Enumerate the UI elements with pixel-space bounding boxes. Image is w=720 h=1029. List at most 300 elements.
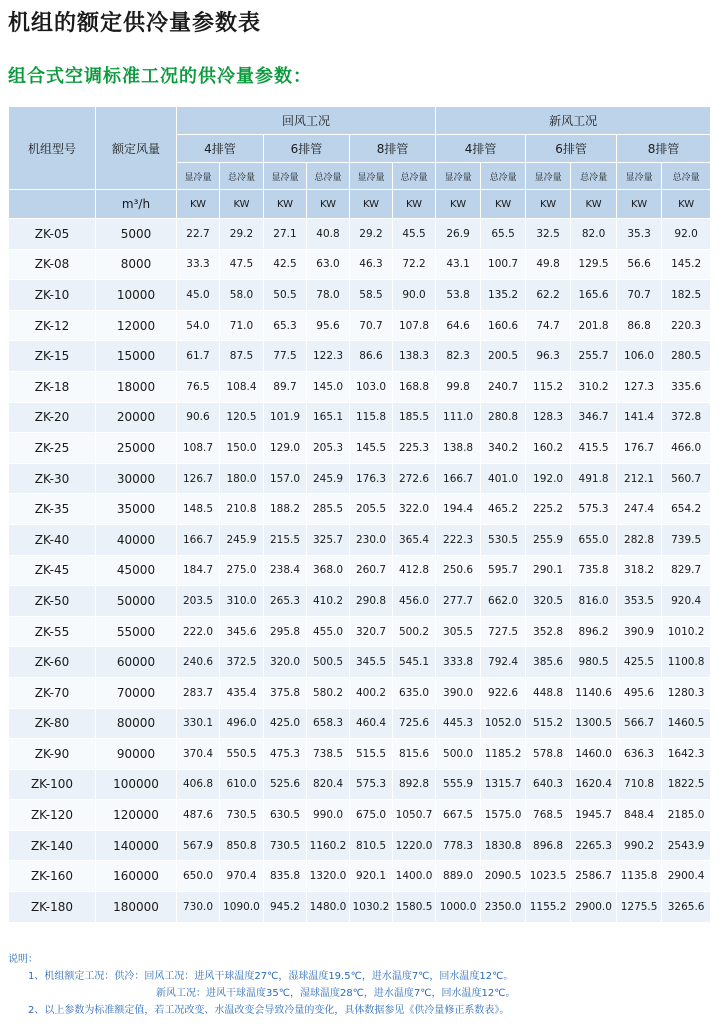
cell-capacity: 1580.5 — [393, 892, 436, 923]
cell-capacity: 74.7 — [526, 310, 571, 341]
notes — [8, 951, 712, 1019]
cell-capacity: 365.4 — [393, 524, 436, 555]
cell-capacity: 495.6 — [617, 677, 662, 708]
cell-airflow: 90000 — [96, 739, 177, 770]
cell-capacity: 425.0 — [264, 708, 307, 739]
cell-capacity: 185.5 — [393, 402, 436, 433]
cell-capacity: 53.8 — [436, 280, 481, 311]
note-line-2: 新风工况：进风干球温度35℃，湿球温度28℃，进水温度7℃，回水温度12℃。 — [156, 988, 516, 999]
cell-capacity: 3265.6 — [662, 892, 711, 923]
header-unit-kw: KW — [526, 190, 571, 219]
cell-capacity: 129.0 — [264, 433, 307, 464]
cell-capacity: 725.6 — [393, 708, 436, 739]
cell-capacity: 667.5 — [436, 800, 481, 831]
cell-capacity: 595.7 — [481, 555, 526, 586]
cell-model: ZK-30 — [9, 463, 96, 494]
cell-capacity: 375.8 — [264, 677, 307, 708]
cell-airflow: 40000 — [96, 524, 177, 555]
cell-capacity: 970.4 — [220, 861, 264, 892]
cell-capacity: 555.9 — [436, 769, 481, 800]
page-title: 机组的额定供冷量参数表 — [8, 11, 262, 36]
cell-capacity: 400.2 — [350, 677, 393, 708]
cell-capacity: 99.8 — [436, 371, 481, 402]
cell-capacity: 86.8 — [617, 310, 662, 341]
cell-airflow: 15000 — [96, 341, 177, 372]
cell-capacity: 320.0 — [264, 647, 307, 678]
cell-capacity: 61.7 — [177, 341, 220, 372]
cell-capacity: 658.3 — [307, 708, 350, 739]
cell-capacity: 89.7 — [264, 371, 307, 402]
cell-capacity: 240.7 — [481, 371, 526, 402]
cell-capacity: 545.1 — [393, 647, 436, 678]
table-row — [9, 402, 711, 433]
cell-capacity: 285.5 — [307, 494, 350, 525]
cell-capacity: 460.4 — [350, 708, 393, 739]
cell-capacity: 390.0 — [436, 677, 481, 708]
cell-capacity: 610.0 — [220, 769, 264, 800]
cell-capacity: 945.2 — [264, 892, 307, 923]
cell-capacity: 1052.0 — [481, 708, 526, 739]
table-row — [9, 677, 711, 708]
cell-airflow: 35000 — [96, 494, 177, 525]
cell-airflow: 160000 — [96, 861, 177, 892]
cell-capacity: 215.5 — [264, 524, 307, 555]
cell-capacity: 330.1 — [177, 708, 220, 739]
cell-capacity: 42.5 — [264, 249, 307, 280]
cell-capacity: 43.1 — [436, 249, 481, 280]
cell-capacity: 63.0 — [307, 249, 350, 280]
cell-capacity: 22.7 — [177, 219, 220, 250]
cell-model: ZK-120 — [9, 800, 96, 831]
cell-capacity: 111.0 — [436, 402, 481, 433]
header-unit-kw: KW — [481, 190, 526, 219]
cell-capacity: 280.5 — [662, 341, 711, 372]
cell-capacity: 58.0 — [220, 280, 264, 311]
header-unit-kw: KW — [264, 190, 307, 219]
cell-capacity: 260.7 — [350, 555, 393, 586]
cell-capacity: 448.8 — [526, 677, 571, 708]
header-fresh-air: 新风工况 — [436, 107, 711, 135]
cell-capacity: 115.2 — [526, 371, 571, 402]
cell-capacity: 820.4 — [307, 769, 350, 800]
cell-capacity: 580.2 — [307, 677, 350, 708]
header-sensible: 显冷量 — [526, 163, 571, 190]
cell-capacity: 200.5 — [481, 341, 526, 372]
cell-airflow: 120000 — [96, 800, 177, 831]
header-sensible: 显冷量 — [617, 163, 662, 190]
cell-capacity: 275.0 — [220, 555, 264, 586]
cell-capacity: 35.3 — [617, 219, 662, 250]
cell-capacity: 205.3 — [307, 433, 350, 464]
header-unit-kw: KW — [662, 190, 711, 219]
cell-capacity: 500.5 — [307, 647, 350, 678]
cell-airflow: 5000 — [96, 219, 177, 250]
cell-capacity: 82.3 — [436, 341, 481, 372]
cell-capacity: 255.9 — [526, 524, 571, 555]
cell-capacity: 50.5 — [264, 280, 307, 311]
table-row — [9, 524, 711, 555]
cell-airflow: 45000 — [96, 555, 177, 586]
cell-capacity: 106.0 — [617, 341, 662, 372]
note-line-1: 1、机组额定工况：供冷：回风工况：进风干球温度27℃，湿球温度19.5℃，进水温度7℃，回水温度12℃。 — [28, 971, 514, 982]
cell-capacity: 290.8 — [350, 586, 393, 617]
cell-model: ZK-20 — [9, 402, 96, 433]
cell-capacity: 150.0 — [220, 433, 264, 464]
table-row — [9, 494, 711, 525]
cell-capacity: 1275.5 — [617, 892, 662, 923]
cell-capacity: 95.6 — [307, 310, 350, 341]
cell-capacity: 222.0 — [177, 616, 220, 647]
cell-capacity: 410.2 — [307, 586, 350, 617]
cell-capacity: 255.7 — [571, 341, 617, 372]
cell-capacity: 138.8 — [436, 433, 481, 464]
cell-capacity: 56.6 — [617, 249, 662, 280]
cell-airflow: 12000 — [96, 310, 177, 341]
header-unit-kw: KW — [220, 190, 264, 219]
cell-capacity: 345.6 — [220, 616, 264, 647]
table-row — [9, 463, 711, 494]
cell-capacity: 810.5 — [350, 830, 393, 861]
cell-capacity: 1822.5 — [662, 769, 711, 800]
cell-capacity: 45.5 — [393, 219, 436, 250]
header-total: 总冷量 — [662, 163, 711, 190]
cell-capacity: 487.6 — [177, 800, 220, 831]
cell-capacity: 922.6 — [481, 677, 526, 708]
cell-capacity: 201.8 — [571, 310, 617, 341]
cell-capacity: 1320.0 — [307, 861, 350, 892]
cell-capacity: 1160.2 — [307, 830, 350, 861]
header-unit-kw: KW — [571, 190, 617, 219]
cell-capacity: 100.7 — [481, 249, 526, 280]
cell-capacity: 515.2 — [526, 708, 571, 739]
table-row — [9, 708, 711, 739]
cell-capacity: 277.7 — [436, 586, 481, 617]
cell-capacity: 530.5 — [481, 524, 526, 555]
cell-capacity: 90.0 — [393, 280, 436, 311]
cell-capacity: 62.2 — [526, 280, 571, 311]
cell-capacity: 188.2 — [264, 494, 307, 525]
cell-airflow: 50000 — [96, 586, 177, 617]
cell-capacity: 122.3 — [307, 341, 350, 372]
cell-capacity: 1100.8 — [662, 647, 711, 678]
cell-model: ZK-80 — [9, 708, 96, 739]
cell-capacity: 2090.5 — [481, 861, 526, 892]
cell-capacity: 78.0 — [307, 280, 350, 311]
cell-capacity: 333.8 — [436, 647, 481, 678]
cell-capacity: 675.0 — [350, 800, 393, 831]
cell-capacity: 145.2 — [662, 249, 711, 280]
cell-capacity: 2543.9 — [662, 830, 711, 861]
cell-capacity: 240.6 — [177, 647, 220, 678]
notes-label: 说明： — [8, 954, 38, 965]
cell-capacity: 165.6 — [571, 280, 617, 311]
cell-model: ZK-12 — [9, 310, 96, 341]
header-unit-kw: KW — [307, 190, 350, 219]
cell-capacity: 325.7 — [307, 524, 350, 555]
header-sensible: 显冷量 — [350, 163, 393, 190]
cell-capacity: 40.8 — [307, 219, 350, 250]
cell-capacity: 340.2 — [481, 433, 526, 464]
cell-capacity: 491.8 — [571, 463, 617, 494]
cell-capacity: 1575.0 — [481, 800, 526, 831]
cell-capacity: 194.4 — [436, 494, 481, 525]
cell-capacity: 815.6 — [393, 739, 436, 770]
cell-capacity: 135.2 — [481, 280, 526, 311]
note-line-3: 2、以上参数为标准额定值，若工况改变、水温改变会导致冷量的变化，具体数据参见《供冷量修正系数表》。 — [28, 1005, 510, 1016]
cell-model: ZK-70 — [9, 677, 96, 708]
cell-capacity: 730.5 — [220, 800, 264, 831]
cell-capacity: 58.5 — [350, 280, 393, 311]
cell-airflow: 80000 — [96, 708, 177, 739]
cell-capacity: 29.2 — [350, 219, 393, 250]
cell-capacity: 107.8 — [393, 310, 436, 341]
table-row — [9, 892, 711, 923]
table-row — [9, 310, 711, 341]
cell-capacity: 550.5 — [220, 739, 264, 770]
cell-capacity: 127.3 — [617, 371, 662, 402]
cell-capacity: 166.7 — [436, 463, 481, 494]
cell-capacity: 126.7 — [177, 463, 220, 494]
cell-capacity: 465.2 — [481, 494, 526, 525]
table-row — [9, 280, 711, 311]
cell-capacity: 120.5 — [220, 402, 264, 433]
header-fresh-6-rows: 6排管 — [526, 135, 617, 163]
cell-capacity: 212.1 — [617, 463, 662, 494]
cell-capacity: 1090.0 — [220, 892, 264, 923]
cell-capacity: 1185.2 — [481, 739, 526, 770]
cell-capacity: 730.0 — [177, 892, 220, 923]
cell-capacity: 662.0 — [481, 586, 526, 617]
cell-capacity: 180.0 — [220, 463, 264, 494]
cell-capacity: 320.7 — [350, 616, 393, 647]
cell-model: ZK-05 — [9, 219, 96, 250]
cell-capacity: 176.7 — [617, 433, 662, 464]
cell-capacity: 2265.3 — [571, 830, 617, 861]
cell-capacity: 566.7 — [617, 708, 662, 739]
cell-model: ZK-180 — [9, 892, 96, 923]
cell-model: ZK-15 — [9, 341, 96, 372]
cell-capacity: 335.6 — [662, 371, 711, 402]
cell-capacity: 415.5 — [571, 433, 617, 464]
cell-airflow: 100000 — [96, 769, 177, 800]
cell-model: ZK-50 — [9, 586, 96, 617]
table-row — [9, 800, 711, 831]
cell-capacity: 128.3 — [526, 402, 571, 433]
cell-capacity: 29.2 — [220, 219, 264, 250]
cell-capacity: 738.5 — [307, 739, 350, 770]
header-return-air: 回风工况 — [177, 107, 436, 135]
cell-capacity: 990.0 — [307, 800, 350, 831]
cell-capacity: 1460.5 — [662, 708, 711, 739]
table-row — [9, 647, 711, 678]
cell-capacity: 368.0 — [307, 555, 350, 586]
cell-capacity: 1140.6 — [571, 677, 617, 708]
cell-capacity: 1830.8 — [481, 830, 526, 861]
cell-capacity: 575.3 — [571, 494, 617, 525]
cell-airflow: 10000 — [96, 280, 177, 311]
cell-capacity: 322.0 — [393, 494, 436, 525]
cell-airflow: 8000 — [96, 249, 177, 280]
cell-capacity: 990.2 — [617, 830, 662, 861]
cell-capacity: 345.5 — [350, 647, 393, 678]
cell-capacity: 575.3 — [350, 769, 393, 800]
header-model: 机组型号 — [9, 107, 96, 190]
header-unit-kw: KW — [393, 190, 436, 219]
cell-capacity: 26.9 — [436, 219, 481, 250]
cell-capacity: 475.3 — [264, 739, 307, 770]
cell-capacity: 166.7 — [177, 524, 220, 555]
cell-capacity: 778.3 — [436, 830, 481, 861]
cell-capacity: 445.3 — [436, 708, 481, 739]
cell-capacity: 77.5 — [264, 341, 307, 372]
cell-model: ZK-25 — [9, 433, 96, 464]
table-row — [9, 433, 711, 464]
cell-capacity: 500.0 — [436, 739, 481, 770]
cell-capacity: 96.3 — [526, 341, 571, 372]
cell-capacity: 655.0 — [571, 524, 617, 555]
header-airflow-unit: m³/h — [96, 190, 177, 219]
cell-capacity: 205.5 — [350, 494, 393, 525]
cell-capacity: 435.4 — [220, 677, 264, 708]
cell-capacity: 238.4 — [264, 555, 307, 586]
cell-capacity: 168.8 — [393, 371, 436, 402]
cell-capacity: 70.7 — [617, 280, 662, 311]
cell-model: ZK-55 — [9, 616, 96, 647]
cell-capacity: 456.0 — [393, 586, 436, 617]
cell-capacity: 385.6 — [526, 647, 571, 678]
header-total: 总冷量 — [393, 163, 436, 190]
cell-capacity: 2350.0 — [481, 892, 526, 923]
cell-airflow: 60000 — [96, 647, 177, 678]
cell-capacity: 730.5 — [264, 830, 307, 861]
cell-model: ZK-18 — [9, 371, 96, 402]
cell-capacity: 282.8 — [617, 524, 662, 555]
table-row — [9, 739, 711, 770]
cell-capacity: 70.7 — [350, 310, 393, 341]
cell-capacity: 87.5 — [220, 341, 264, 372]
cell-capacity: 245.9 — [307, 463, 350, 494]
cell-airflow: 25000 — [96, 433, 177, 464]
cell-model: ZK-90 — [9, 739, 96, 770]
cell-capacity: 370.4 — [177, 739, 220, 770]
cell-capacity: 45.0 — [177, 280, 220, 311]
cell-capacity: 1023.5 — [526, 861, 571, 892]
cooling-capacity-table — [8, 106, 711, 923]
cell-capacity: 896.8 — [526, 830, 571, 861]
cell-airflow: 55000 — [96, 616, 177, 647]
cell-capacity: 222.3 — [436, 524, 481, 555]
cell-capacity: 310.2 — [571, 371, 617, 402]
header-return-6-rows: 6排管 — [264, 135, 350, 163]
cell-capacity: 630.5 — [264, 800, 307, 831]
cell-capacity: 86.6 — [350, 341, 393, 372]
cell-capacity: 283.7 — [177, 677, 220, 708]
cell-model: ZK-160 — [9, 861, 96, 892]
cell-capacity: 352.8 — [526, 616, 571, 647]
cell-model: ZK-45 — [9, 555, 96, 586]
cell-capacity: 650.0 — [177, 861, 220, 892]
cell-capacity: 47.5 — [220, 249, 264, 280]
cell-capacity: 850.8 — [220, 830, 264, 861]
cell-capacity: 739.5 — [662, 524, 711, 555]
cell-capacity: 735.8 — [571, 555, 617, 586]
cell-capacity: 635.0 — [393, 677, 436, 708]
table-row — [9, 861, 711, 892]
cell-capacity: 835.8 — [264, 861, 307, 892]
cell-capacity: 230.0 — [350, 524, 393, 555]
table-row — [9, 371, 711, 402]
cell-capacity: 27.1 — [264, 219, 307, 250]
cell-capacity: 145.0 — [307, 371, 350, 402]
cell-capacity: 138.3 — [393, 341, 436, 372]
table-row — [9, 555, 711, 586]
cell-capacity: 82.0 — [571, 219, 617, 250]
table-row — [9, 249, 711, 280]
cell-capacity: 101.9 — [264, 402, 307, 433]
header-sensible: 显冷量 — [264, 163, 307, 190]
cell-model: ZK-60 — [9, 647, 96, 678]
cell-capacity: 455.0 — [307, 616, 350, 647]
cell-capacity: 525.6 — [264, 769, 307, 800]
cell-capacity: 182.5 — [662, 280, 711, 311]
cell-capacity: 401.0 — [481, 463, 526, 494]
cell-capacity: 65.5 — [481, 219, 526, 250]
cell-airflow: 20000 — [96, 402, 177, 433]
cell-capacity: 90.6 — [177, 402, 220, 433]
header-total: 总冷量 — [571, 163, 617, 190]
cell-capacity: 412.8 — [393, 555, 436, 586]
cooling-capacity-table-container — [8, 106, 710, 923]
cell-airflow: 18000 — [96, 371, 177, 402]
header-unit-kw: KW — [350, 190, 393, 219]
cell-model: ZK-10 — [9, 280, 96, 311]
cell-capacity: 1460.0 — [571, 739, 617, 770]
cell-airflow: 70000 — [96, 677, 177, 708]
cell-capacity: 560.7 — [662, 463, 711, 494]
header-total: 总冷量 — [220, 163, 264, 190]
cell-capacity: 1155.2 — [526, 892, 571, 923]
cell-model: ZK-35 — [9, 494, 96, 525]
cell-capacity: 1480.0 — [307, 892, 350, 923]
cell-capacity: 567.9 — [177, 830, 220, 861]
cell-capacity: 816.0 — [571, 586, 617, 617]
cell-capacity: 466.0 — [662, 433, 711, 464]
cell-capacity: 654.2 — [662, 494, 711, 525]
cell-capacity: 372.8 — [662, 402, 711, 433]
cell-capacity: 165.1 — [307, 402, 350, 433]
header-airflow: 额定风量 — [96, 107, 177, 190]
cell-capacity: 225.2 — [526, 494, 571, 525]
cell-capacity: 64.6 — [436, 310, 481, 341]
cell-capacity: 184.7 — [177, 555, 220, 586]
cell-capacity: 390.9 — [617, 616, 662, 647]
cell-capacity: 578.8 — [526, 739, 571, 770]
header-fresh-4-rows: 4排管 — [436, 135, 526, 163]
cell-capacity: 889.0 — [436, 861, 481, 892]
header-sensible: 显冷量 — [436, 163, 481, 190]
cell-airflow: 30000 — [96, 463, 177, 494]
cell-capacity: 920.1 — [350, 861, 393, 892]
cell-capacity: 176.3 — [350, 463, 393, 494]
cell-capacity: 71.0 — [220, 310, 264, 341]
cell-capacity: 1030.2 — [350, 892, 393, 923]
cell-airflow: 180000 — [96, 892, 177, 923]
cell-capacity: 318.2 — [617, 555, 662, 586]
cell-capacity: 406.8 — [177, 769, 220, 800]
cell-capacity: 157.0 — [264, 463, 307, 494]
cell-capacity: 2900.0 — [571, 892, 617, 923]
cell-capacity: 148.5 — [177, 494, 220, 525]
